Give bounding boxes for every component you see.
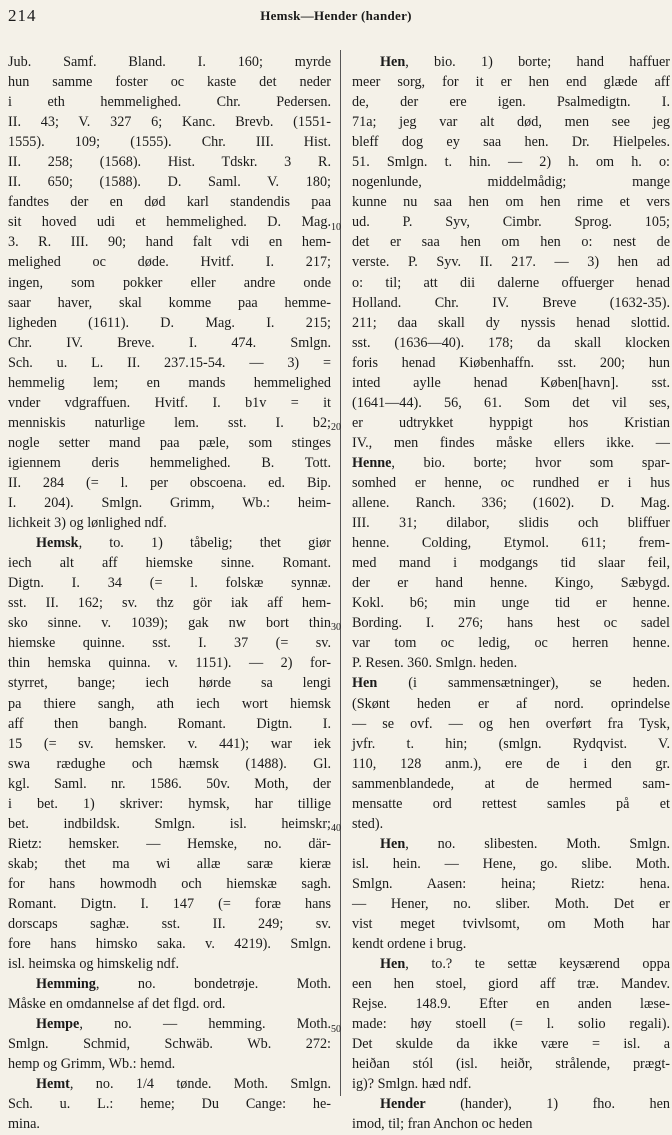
text-line: for hans howmodh och hiemskæ sagh. (8, 875, 331, 892)
text-line: Holland. Chr. IV. Breve (1632-35). (352, 294, 670, 311)
text-line: hemmelig lem; en mands hemmelighed (8, 374, 331, 391)
text-line: ud. P. Syv, Cimbr. Sprog. 105; (352, 214, 670, 231)
text-line: henne. Colding, Etymol. 611; frem- (352, 535, 670, 552)
text-line: I. 204). Smlgn. Grimm, Wb.: heim- (8, 495, 331, 512)
headword: Hemming (36, 976, 96, 993)
text-line: Digtn. I. 34 (= l. folskæ synnæ. (8, 575, 331, 592)
column-divider (340, 50, 341, 1096)
text-line (352, 52, 670, 72)
headword: Hen (380, 835, 406, 852)
headword: Hempe (36, 1016, 80, 1033)
text-line: verste. P. Syv. II. 217. — 3) hen ad (352, 254, 670, 271)
entry-text: , no. bondetrøje. Moth. (95, 976, 331, 993)
text-line: fore hans himsko saka. v. 4219). Smlgn. (8, 936, 331, 953)
text-line: Rejse. 148.9. Efter en anden læse- (352, 996, 670, 1013)
text-line: 1555). 109; (1555). Chr. III. Hist. (8, 134, 331, 151)
running-head: Hemsk—Hender (hander) (260, 8, 412, 23)
entry-text: , to.? te settæ keysærend oppa (405, 956, 670, 973)
text-line: Sch. u. L.: heme; Du Cange: he- (8, 1096, 331, 1113)
text-line: sammenblandede, at de hermed sam- (352, 775, 670, 792)
text-line: P. Resen. 360. Smlgn. heden. (352, 655, 518, 672)
text-line: ig)? Smlgn. hæd ndf. (352, 1076, 472, 1093)
text-line: igiennem deris hemmelighed. B. Tott. (8, 454, 331, 471)
headword: Hen (380, 54, 406, 70)
text-line: III. 31; dilabor, slidis och bliffuer (352, 515, 670, 532)
text-line: — Hener, no. sliber. Moth. Det er (352, 895, 670, 912)
headword: Hender (380, 1096, 426, 1113)
text-line: II. 258; (1568). Hist. Tdskr. 3 R. (8, 154, 331, 171)
text-line: IV., men findes måske ellers ikke. — (352, 434, 670, 451)
entry-text: , no. slibesten. Moth. Smlgn. (405, 835, 670, 852)
headword: Hemsk (36, 535, 79, 552)
text-line: kgl. Saml. nr. 1586. 50v. Moth, der (8, 775, 331, 792)
text-line: aff then bangh. Romant. Digtn. I. (8, 715, 331, 732)
text-line: vnder vdgraffuen. Hvitf. I. b1v = it (8, 394, 331, 411)
text-line (352, 954, 670, 974)
text-line: ingen, som pokker eller andre onde (8, 274, 331, 291)
text-line: var tom oc ledig, oc herren henne. (352, 635, 670, 652)
text-line: swa rædughe och hæmsk (1488). Gl. (8, 755, 331, 772)
text-line: imod, til; fran Anchon oc heden (352, 1116, 533, 1133)
text-line: mina. (8, 1116, 40, 1133)
text-line (352, 673, 670, 693)
text-line: i bet. 1) skriver: hymsk, har tillige (8, 795, 331, 812)
text-line: skab; thet ma wi allæ saræ kieræ (8, 855, 331, 872)
headword: Hemt (36, 1076, 70, 1093)
text-line: o: til; att dii dalerne offuerger henad (352, 274, 670, 291)
text-line: menniskis naturlige lem. sst. I. b2; (8, 414, 331, 431)
text-line: mensatte ord rettest samles på et (352, 795, 670, 812)
headword: Hen (380, 956, 406, 973)
text-line: 211; daa skall dy nyssis henad slottid. (352, 314, 670, 331)
entry-text: , bio. borte; hvor som spar- (391, 454, 670, 471)
text-line: een hen stoel, giord aff træ. Mandev. (352, 976, 670, 993)
text-line: inted aylle henad Køben[havn]. sst. (352, 374, 670, 391)
text-line: somhed er henne, oc rundhed er i hus (352, 474, 670, 491)
text-line (8, 974, 331, 994)
entry-text: , no. — hemming. Moth. (79, 1016, 331, 1033)
headword: Henne (352, 454, 392, 471)
text-line: Smlgn. Schmid, Schwäb. Wb. 272: (8, 1036, 331, 1053)
text-line: hiemske quinne. sst. I. 37 (= sv. (8, 635, 331, 652)
text-line: saar haver, skal komme paa hemme- (8, 294, 331, 311)
text-line: 71a; jeg var alt død, men see jeg (352, 114, 670, 131)
entry-text: (hander), 1) fho. hen (425, 1096, 670, 1113)
text-line: fandtes der en død karl standendis paa (8, 194, 331, 211)
page-number: 214 (8, 6, 37, 25)
text-line: jvfr. t. hin; (smlgn. Rydqvist. V. (352, 735, 670, 752)
text-line: meer sorg, for it er hen end glæde aff (352, 74, 670, 91)
text-line (8, 1014, 331, 1034)
text-line: sst. II. 162; sv. thz gör iak aff hem- (8, 595, 331, 612)
text-line: med mand i modgangs tid slaar feil, (352, 555, 670, 572)
text-line: allene. Ranch. 336; (1602). D. Mag. (352, 495, 670, 512)
text-line: pa thiere sangh, ath iech wort hiemsk (8, 695, 331, 712)
text-line: sit hoved udi et hemmelighed. D. Mag. (8, 214, 331, 231)
text-line: dorscaps saghæ. sst. II. 249; sv. (8, 916, 331, 933)
text-line: de, der ere igen. Psalmedigtn. I. (352, 94, 670, 111)
line-number: 20 (331, 422, 341, 433)
entry-text: , to. 1) tåbelig; thet giør (78, 535, 331, 552)
text-line: det er saa hen om hen o: nest de (352, 234, 670, 251)
text-line: (1641—44). 56, 61. Som det vil ses, (352, 394, 670, 411)
text-line: Kokl. b6; min unge tid er henne. (352, 595, 670, 612)
text-line: bleff dog ey saa hen. Dr. Hielpeles. (352, 134, 670, 151)
right-column (352, 52, 670, 1133)
text-line: sko sinne. v. 1039); gak nw bort thin (8, 615, 331, 632)
text-line: II. 43; V. 327 6; Kanc. Brevb. (1551- (8, 114, 331, 131)
text-line: II. 284 (= l. per obscoena. ed. Bip. (8, 474, 331, 491)
text-line: thin hemska quinna. v. 1151). — 2) for- (8, 655, 331, 672)
text-line: hun samme foster oc kaste det neder (8, 74, 331, 91)
text-line: nogle setter mand paa pæle, som stinges (8, 434, 331, 451)
entry-text: , bio. 1) borte; hand haffuer (405, 54, 670, 70)
text-line: (Skønt heden er af nord. oprindelse (352, 695, 670, 712)
text-line: isl. hein. — Hene, go. slibe. Moth. (352, 855, 670, 872)
text-line: lichkeit 3) og lønlighed ndf. (8, 515, 167, 532)
text-line: kunne nu saa hen om hen rime et vers (352, 194, 670, 211)
line-number: 10 (331, 222, 341, 233)
text-line: melighed oc døde. Hvitf. I. 217; (8, 254, 331, 271)
text-line: styrret, bange; iech hørde sa lengi (8, 675, 331, 692)
text-line: Rietz: hemsker. — Hemske, no. där- (8, 835, 331, 852)
text-line: II. 650; (1588). D. Saml. V. 180; (8, 174, 331, 191)
text-line (352, 834, 670, 854)
left-column (8, 52, 331, 1133)
text-line: Smlgn. Aasen: heina; Rietz: hena. (352, 875, 670, 892)
line-number: 30 (331, 622, 341, 633)
text-line: 110, 128 anm.), ere de i den gr. (352, 755, 670, 772)
text-line (352, 453, 670, 473)
headword: Hen (352, 675, 378, 692)
text-line: er udtrykket hyppigt hos Kristian (352, 414, 670, 431)
text-line: bet. indbildsk. Smlgn. isl. heimskr; (8, 815, 331, 832)
text-line: vist meget tvivlsomt, om Moth har (352, 916, 670, 933)
entry-text: , no. 1/4 tønde. Moth. Smlgn. (69, 1076, 331, 1093)
text-line: Sch. u. L. II. 237.15-54. — 3) = (8, 354, 331, 371)
text-line: nogenlunde, middelmådig; mange (352, 174, 670, 191)
text-line: Det skulde da ikke være = isl. a (352, 1036, 670, 1053)
line-number: 50 (331, 1024, 341, 1035)
text-line: ligheden (1611). D. Mag. I. 215; (8, 314, 331, 331)
text-line: i eth hemmelighed. Chr. Pedersen. (8, 94, 331, 111)
text-line (8, 1074, 331, 1094)
text-line: Romant. Digtn. I. 147 (= foræ hans (8, 895, 331, 912)
text-line (8, 533, 331, 553)
text-line: isl. heimska og himskelig ndf. (8, 956, 180, 973)
text-line: hemp og Grimm, Wb.: hemd. (8, 1056, 176, 1073)
text-line: 3. R. III. 90; hand falt vdi en hem- (8, 234, 331, 251)
text-line: 51. Smlgn. t. hin. — 2) h. om h. o: (352, 154, 670, 171)
text-line (352, 1094, 670, 1114)
text-line: der er hand henne. Kingo, Sæbygd. (352, 575, 670, 592)
text-line: heiðan stól (isl. heiðr, strålende, prægt- (352, 1056, 670, 1073)
text-line: Måske en omdannelse af det flgd. ord. (8, 996, 226, 1013)
text-line: iech alt aff hiemske sinne. Romant. (8, 555, 331, 572)
text-line: Bording. I. 276; hans hest oc sadel (352, 615, 670, 632)
text-line: sted). (352, 815, 384, 832)
text-line: made: høy stoell (= l. solio regali). (352, 1016, 670, 1033)
text-line: — se ovf. — og hen overført fra Tysk, (352, 715, 670, 732)
text-line: Chr. IV. Breve. I. 474. Smlgn. (8, 334, 331, 351)
text-line: sst. (1636—40). 178; da skall klocken (352, 334, 670, 351)
text-line: 15 (= sv. hemsker. v. 441); war iek (8, 735, 331, 752)
line-number: 40 (331, 823, 341, 834)
text-line: foris henad Kiøbenhaffn. sst. 200; hun (352, 354, 670, 371)
text-line: Jub. Samf. Bland. I. 160; myrde (8, 54, 331, 70)
entry-text: (i sammensætninger), se heden. (377, 675, 670, 692)
text-line: kendt ordene i brug. (352, 936, 467, 953)
